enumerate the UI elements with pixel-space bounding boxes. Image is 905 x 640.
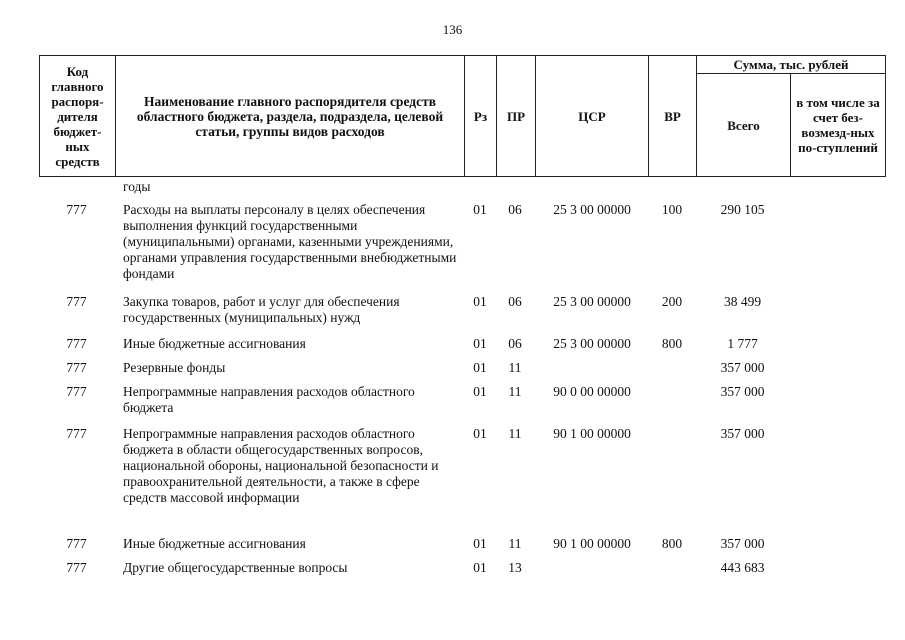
header-bezvozm: в том числе за счет без-возмезд-ных по-ступлений <box>791 74 886 177</box>
cell-total: 290 105 <box>720 202 765 217</box>
cell-csr: 90 1 00 00000 <box>553 536 631 551</box>
cell-kod: 777 <box>66 536 87 551</box>
page-number: 136 <box>442 22 463 37</box>
cell-pr: 11 <box>508 360 522 375</box>
cell-csr: 25 3 00 00000 <box>553 336 631 351</box>
cell-rz: 01 <box>473 384 487 399</box>
header-vr: ВР <box>649 56 697 177</box>
cell-pr: 11 <box>508 536 522 551</box>
cell-pr: 06 <box>508 202 522 217</box>
cell-total: 357 000 <box>720 536 765 551</box>
cell-rz: 01 <box>473 426 487 441</box>
cell-kod: 777 <box>66 426 87 441</box>
cell-pr: 11 <box>508 426 522 441</box>
cell-pr: 06 <box>508 294 522 309</box>
cell-total: 38 499 <box>723 294 762 309</box>
cell-vr: 800 <box>661 536 683 551</box>
cell-total: 1 777 <box>727 336 758 351</box>
cell-vr: 800 <box>661 336 683 351</box>
header-summa: Сумма, тыс. рублей <box>697 56 886 74</box>
cell-total: 443 683 <box>720 560 765 575</box>
cell-name: Иные бюджетные ассигнования <box>123 336 306 351</box>
cell-vr: 100 <box>661 202 683 217</box>
cell-total: 357 000 <box>720 384 765 399</box>
cell-total: 357 000 <box>720 360 765 375</box>
table-header <box>39 55 886 177</box>
header-rz: Рз <box>465 56 497 177</box>
cell-rz: 01 <box>473 536 487 551</box>
cell-rz: 01 <box>473 560 487 575</box>
cell-pr: 13 <box>508 560 522 575</box>
cell-name: Резервные фонды <box>123 360 226 375</box>
cell-vr: 200 <box>661 294 683 309</box>
cell-rz: 01 <box>473 336 487 351</box>
cell-rz: 01 <box>473 360 487 375</box>
continuation-text: годы <box>123 179 151 194</box>
header-csr: ЦСР <box>536 56 649 177</box>
header-pr: ПР <box>497 56 536 177</box>
cell-name: Непрограммные направления расходов областного бюджета в области общегосударственных вопросов, национальной обороны, национальной безопасности и правоохранительной деятельности, а также в сфере средств массовой информации <box>123 426 439 505</box>
header-total: Всего <box>697 74 791 177</box>
cell-rz: 01 <box>473 202 487 217</box>
cell-csr: 90 1 00 00000 <box>553 426 631 441</box>
cell-pr: 11 <box>508 384 522 399</box>
cell-pr: 06 <box>508 336 522 351</box>
cell-name: Расходы на выплаты персоналу в целях обеспечения выполнения функций государственными (муниципальными) органами, казенными учреждениями, органами управления государственными внебюджетными фондами <box>123 202 457 281</box>
cell-kod: 777 <box>66 560 87 575</box>
cell-name: Закупка товаров, работ и услуг для обеспечения государственных (муниципальных) нужд <box>123 294 400 325</box>
cell-total: 357 000 <box>720 426 765 441</box>
cell-kod: 777 <box>66 384 87 399</box>
cell-name: Непрограммные направления расходов областного бюджета <box>123 384 415 415</box>
header-kod: Код главного распоря-дителя бюджет-ных средств <box>40 56 116 177</box>
cell-kod: 777 <box>66 202 87 217</box>
cell-kod: 777 <box>66 294 87 309</box>
cell-csr: 90 0 00 00000 <box>553 384 631 399</box>
cell-kod: 777 <box>66 336 87 351</box>
cell-name: Другие общегосударственные вопросы <box>123 560 348 575</box>
cell-rz: 01 <box>473 294 487 309</box>
cell-kod: 777 <box>66 360 87 375</box>
cell-csr: 25 3 00 00000 <box>553 294 631 309</box>
cell-name: Иные бюджетные ассигнования <box>123 536 306 551</box>
cell-csr: 25 3 00 00000 <box>553 202 631 217</box>
header-name: Наименование главного распорядителя средств областного бюджета, раздела, подраздела, целевой статьи, группы видов расходов <box>116 56 465 177</box>
